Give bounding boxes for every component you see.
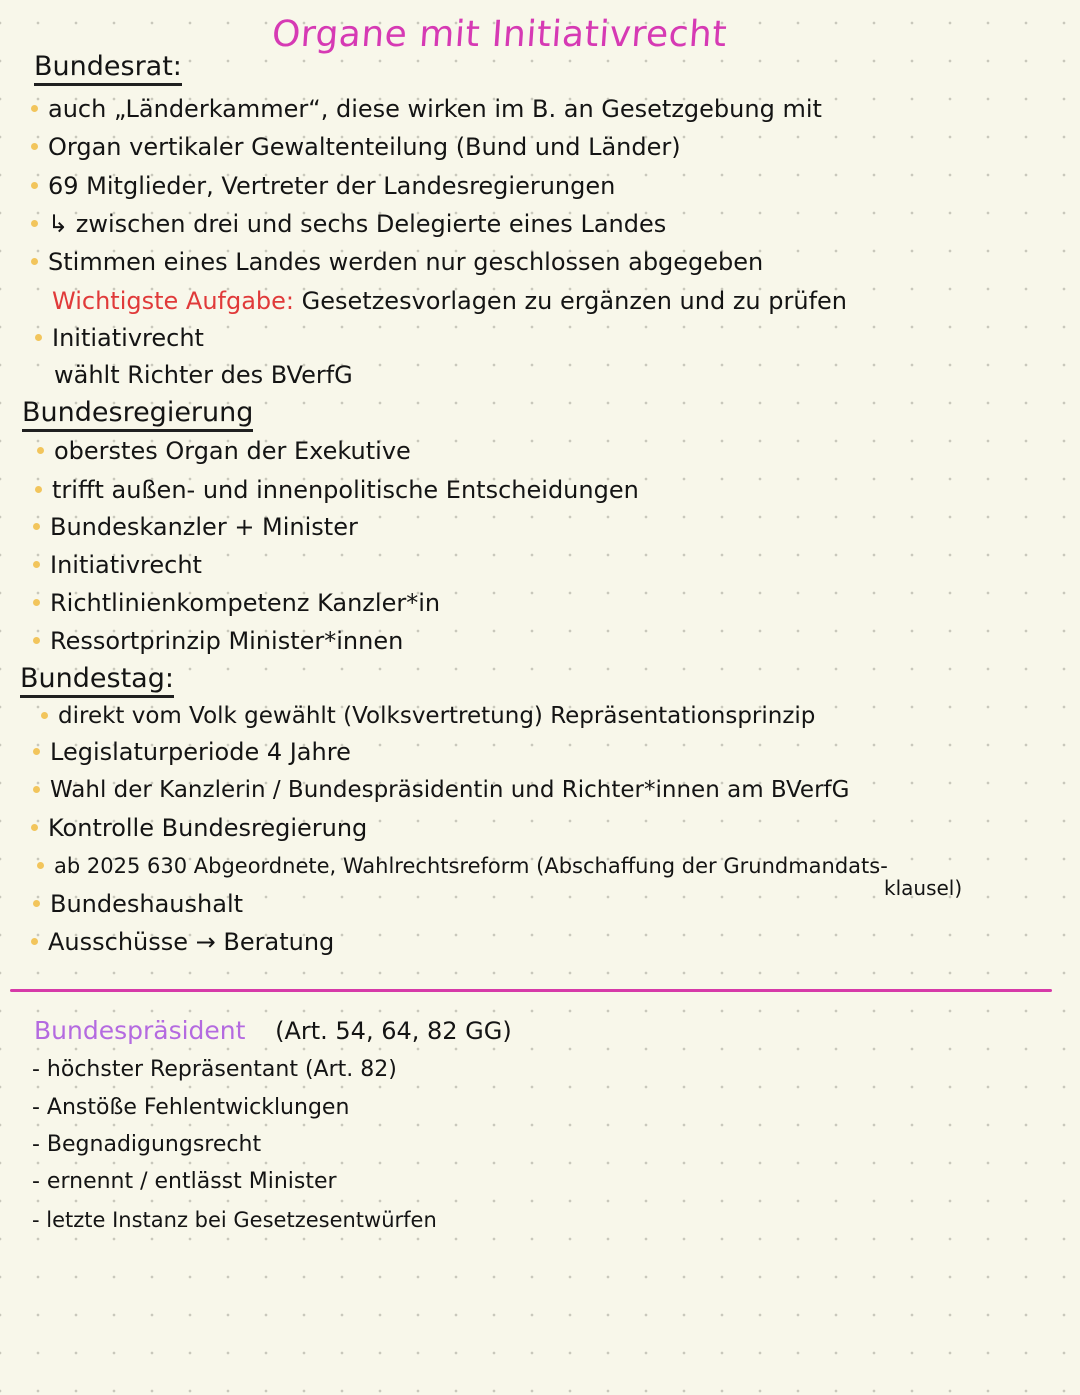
heading-bundespraesident: Bundespräsident [34, 1016, 246, 1045]
note-line: wählt Richter des BVerfG [54, 361, 353, 389]
heading-bundesrat: Bundesrat: [34, 52, 182, 86]
list-item: Bundeskanzler + Minister [50, 513, 358, 541]
list-item: - höchster Repräsentant (Art. 82) [32, 1057, 397, 1082]
list-item: Legislaturperiode 4 Jahre [50, 738, 351, 766]
list-item: ab 2025 630 Abgeordnete, Wahlrechtsreform (Abschaffung der Grundmandats- [54, 854, 888, 878]
list-item: oberstes Organ der Exekutive [54, 437, 411, 465]
page-title: Organe mit Initiativrecht [270, 14, 729, 55]
section-divider [10, 989, 1052, 992]
list-item: auch „Länderkammer“, diese wirken im B. an Gesetzgebung mit [48, 95, 822, 123]
list-item: direkt vom Volk gewählt (Volksvertretung) Repräsentationsprinzip [58, 703, 816, 729]
list-item: - Begnadigungsrecht [32, 1132, 262, 1157]
continuation-text: klausel) [884, 876, 963, 900]
list-item: Richtlinienkompetenz Kanzler*in [50, 589, 441, 617]
heading-bundesregierung: Bundesregierung [22, 398, 253, 432]
list-item: 69 Mitglieder, Vertreter der Landesregierungen [48, 172, 616, 200]
list-item: - ernennt / entlässt Minister [32, 1169, 337, 1194]
list-item: - letzte Instanz bei Gesetzesentwürfen [32, 1208, 437, 1232]
list-item: Initiativrecht [52, 324, 204, 352]
heading-bundespraesident-line [34, 1017, 512, 1045]
list-item: Bundeshaushalt [50, 890, 244, 918]
list-item: Ausschüsse → Beratung [48, 928, 335, 956]
list-item: trifft außen- und innenpolitische Entscheidungen [52, 476, 639, 504]
list-item: Kontrolle Bundesregierung [48, 814, 368, 842]
important-task-line [52, 287, 847, 315]
list-item: ↳ zwischen drei und sechs Delegierte eines Landes [48, 210, 667, 238]
list-item: Organ vertikaler Gewaltenteilung (Bund und Länder) [48, 133, 681, 161]
important-label: Wichtigste Aufgabe: [52, 287, 295, 315]
list-item: Wahl der Kanzlerin / Bundespräsidentin und Richter*innen am BVerfG [50, 777, 850, 803]
list-item: Stimmen eines Landes werden nur geschlossen abgegeben [48, 248, 764, 276]
list-item: Ressortprinzip Minister*innen [50, 627, 404, 655]
articles-reference: (Art. 54, 64, 82 GG) [275, 1017, 512, 1045]
list-item: Initiativrecht [50, 551, 202, 579]
heading-bundestag: Bundestag: [20, 664, 174, 698]
list-item: - Anstöße Fehlentwicklungen [32, 1095, 350, 1120]
important-text: Gesetzesvorlagen zu ergänzen und zu prüfen [301, 287, 847, 315]
